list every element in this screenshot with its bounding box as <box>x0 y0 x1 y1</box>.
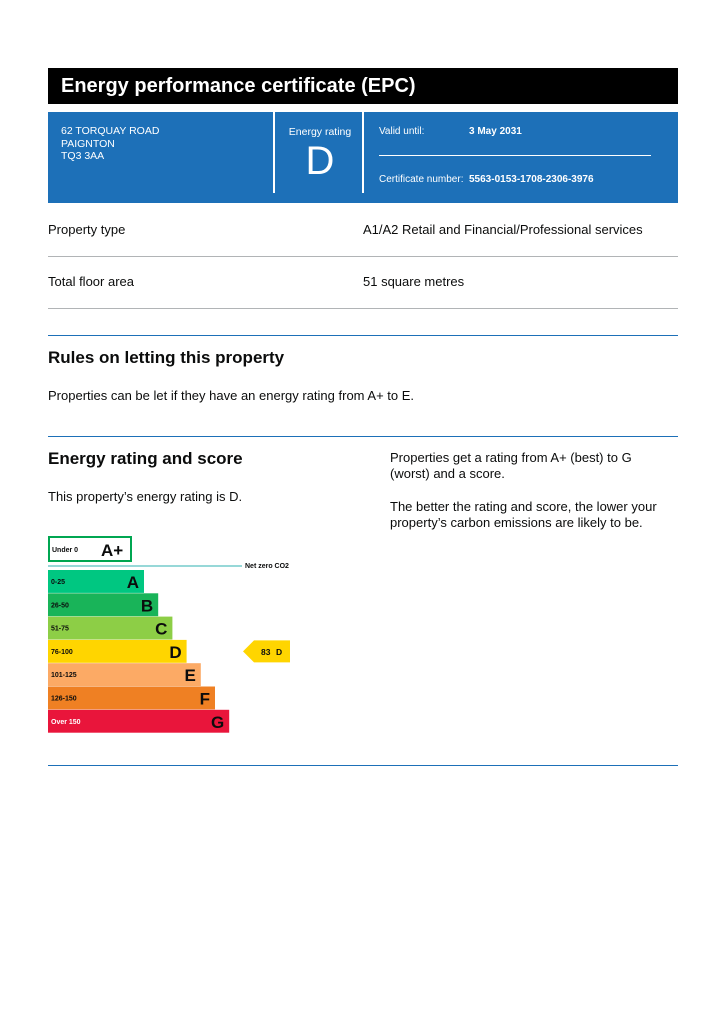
band-a-letter: A <box>126 573 139 592</box>
carbon-explanation-line: The better the rating and score, the lower your <box>390 499 657 514</box>
rules-heading: Rules on letting this property <box>48 348 285 367</box>
band-c-letter: C <box>155 619 168 639</box>
carbon-explanation-line: property’s carbon emissions are likely to be. <box>390 515 643 530</box>
section-divider <box>48 765 678 766</box>
band-g-range: Over 150 <box>51 718 81 726</box>
band-f-range: 126-150 <box>51 695 77 703</box>
band-d-letter: D <box>169 642 182 662</box>
rules-text: Properties can be let if they have an energy rating from A+ to E. <box>48 388 415 403</box>
property-type-label: Property type <box>48 222 126 237</box>
band-e-range: 101-125 <box>51 672 77 680</box>
rating-bands <box>48 570 229 733</box>
band-a-range: 0-25 <box>51 579 66 586</box>
certificate-title: Energy performance certificate (EPC) <box>48 68 678 104</box>
band-e-letter: E <box>184 666 196 686</box>
address-line-1: 62 TORQUAY ROAD <box>61 125 160 137</box>
current-rating-letter: D <box>276 646 283 657</box>
band-b-letter: B <box>140 596 154 616</box>
valid-until-label: Valid until: <box>379 126 425 137</box>
floor-area-label: Total floor area <box>48 274 134 289</box>
current-rating-score: 83 <box>261 646 271 657</box>
score-heading: Energy rating and score <box>48 449 243 468</box>
net-zero-label: Net zero CO2 <box>245 563 289 570</box>
band-c-range: 51-75 <box>51 625 69 633</box>
band-b-range: 26-50 <box>51 602 69 610</box>
band-aplus-range: Under 0 <box>52 547 79 554</box>
property-type-value: A1/A2 Retail and Financial/Professional services <box>363 222 643 237</box>
address-postcode: TQ3 3AA <box>61 150 105 162</box>
valid-until-value: 3 May 2031 <box>469 126 522 137</box>
energy-rating-label: Energy rating <box>288 126 352 138</box>
certificate-number-label: Certificate number: <box>379 174 464 185</box>
band-d-range: 76-100 <box>51 648 73 656</box>
band-f-letter: F <box>199 689 210 709</box>
band-g-letter: G <box>210 712 225 732</box>
rating-explanation-line: Properties get a rating from A+ (best) to G <box>390 450 632 465</box>
score-text: This property’s energy rating is D. <box>48 489 243 504</box>
energy-rating-letter: D <box>305 139 335 183</box>
band-aplus-letter: A+ <box>101 541 124 560</box>
rating-explanation-line: (worst) and a score. <box>390 466 505 481</box>
certificate-number-value: 5563-0153-1708-2306-3976 <box>469 174 594 185</box>
address-line-2: PAIGNTON <box>61 137 115 150</box>
current-rating-marker <box>243 640 290 662</box>
floor-area-value: 51 square metres <box>363 274 465 289</box>
